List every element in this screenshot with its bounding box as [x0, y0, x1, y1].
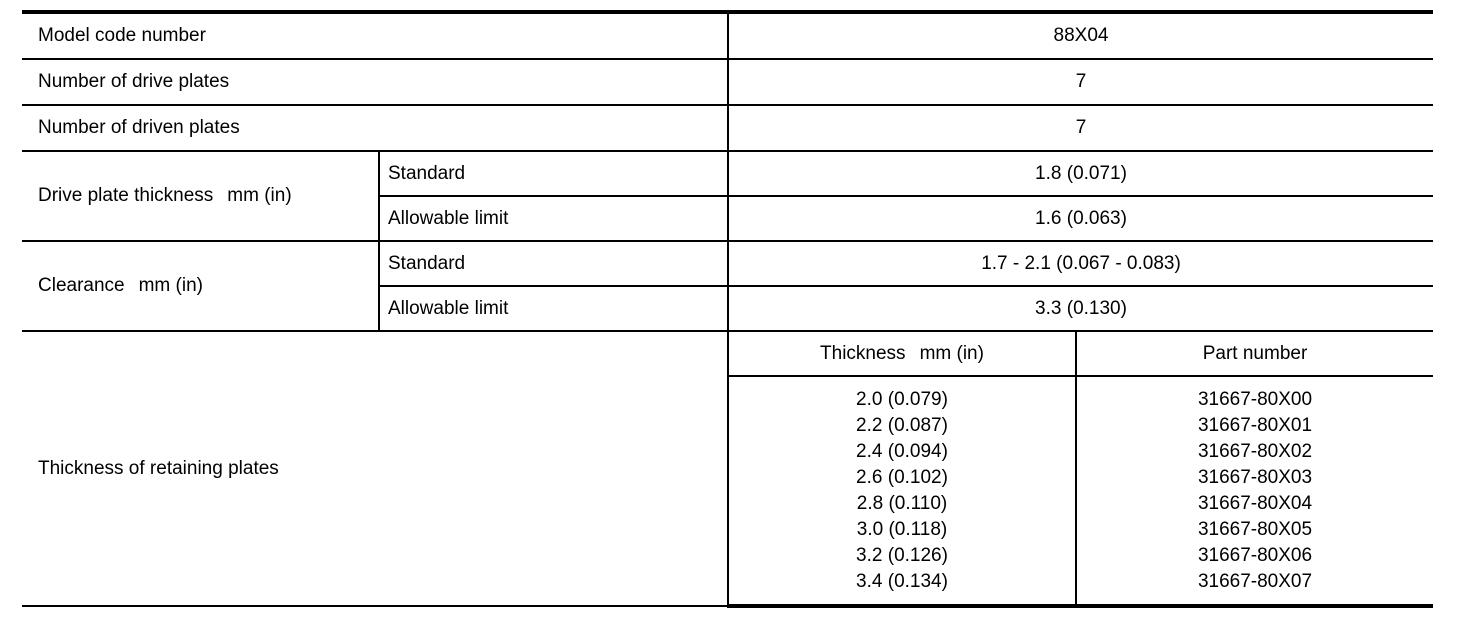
drive-plate-thickness-label-cell: [22, 151, 379, 241]
thickness-header: Thickness: [820, 342, 906, 364]
model-code-value: 88X04: [728, 12, 1433, 59]
table-row: [22, 105, 1433, 151]
thickness-value: 2.8 (0.110): [856, 492, 948, 514]
clearance-standard-label: Standard: [379, 241, 728, 286]
thickness-header-unit: mm (in): [919, 342, 984, 364]
part-number-value: 31667-80X02: [1197, 440, 1313, 462]
clearance-unit: mm (in): [138, 275, 203, 296]
thickness-header-cell: [728, 331, 1076, 376]
clearance-label: Clearance: [38, 275, 125, 296]
part-number-value: 31667-80X06: [1197, 544, 1313, 566]
table-row: [22, 241, 1433, 286]
thickness-value: 2.4 (0.094): [856, 440, 948, 462]
drive-plate-limit-label: Allowable limit: [379, 196, 728, 241]
part-number-value: 31667-80X05: [1197, 518, 1313, 540]
drive-plate-thickness-label: Drive plate thickness: [38, 185, 214, 206]
table-row: [22, 151, 1433, 196]
clearance-limit-label: Allowable limit: [379, 286, 728, 331]
table-row: [22, 59, 1433, 105]
thickness-value: 3.4 (0.134): [856, 570, 948, 592]
drive-plates-label: Number of drive plates: [22, 59, 728, 105]
table-row: [22, 331, 1433, 376]
part-number-value: 31667-80X04: [1197, 492, 1313, 514]
part-number-value: 31667-80X00: [1197, 388, 1313, 410]
part-number-value: 31667-80X01: [1197, 414, 1313, 436]
clearance-standard-value: 1.7 - 2.1 (0.067 - 0.083): [728, 241, 1433, 286]
drive-plate-standard-value: 1.8 (0.071): [728, 151, 1433, 196]
retaining-plates-label: Thickness of retaining plates: [22, 331, 728, 606]
part-number-value: 31667-80X07: [1197, 570, 1313, 592]
clearance-limit-value: 3.3 (0.130): [728, 286, 1433, 331]
specification-table: [22, 10, 1433, 608]
table-row: [22, 12, 1433, 59]
part-number-value: 31667-80X03: [1197, 466, 1313, 488]
driven-plates-value: 7: [728, 105, 1433, 151]
drive-plates-value: 7: [728, 59, 1433, 105]
drive-plate-standard-label: Standard: [379, 151, 728, 196]
thickness-value: 2.2 (0.087): [856, 414, 948, 436]
part-number-list: [1076, 376, 1433, 606]
thickness-value: 2.6 (0.102): [856, 466, 948, 488]
drive-plate-limit-value: 1.6 (0.063): [728, 196, 1433, 241]
part-number-header: Part number: [1076, 331, 1433, 376]
driven-plates-label: Number of driven plates: [22, 105, 728, 151]
clearance-label-cell: [22, 241, 379, 331]
model-code-label: Model code number: [22, 12, 728, 59]
thickness-value: 3.0 (0.118): [856, 518, 948, 540]
thickness-list: [728, 376, 1076, 606]
thickness-value: 3.2 (0.126): [856, 544, 948, 566]
thickness-value: 2.0 (0.079): [856, 388, 948, 410]
drive-plate-thickness-unit: mm (in): [227, 185, 292, 206]
